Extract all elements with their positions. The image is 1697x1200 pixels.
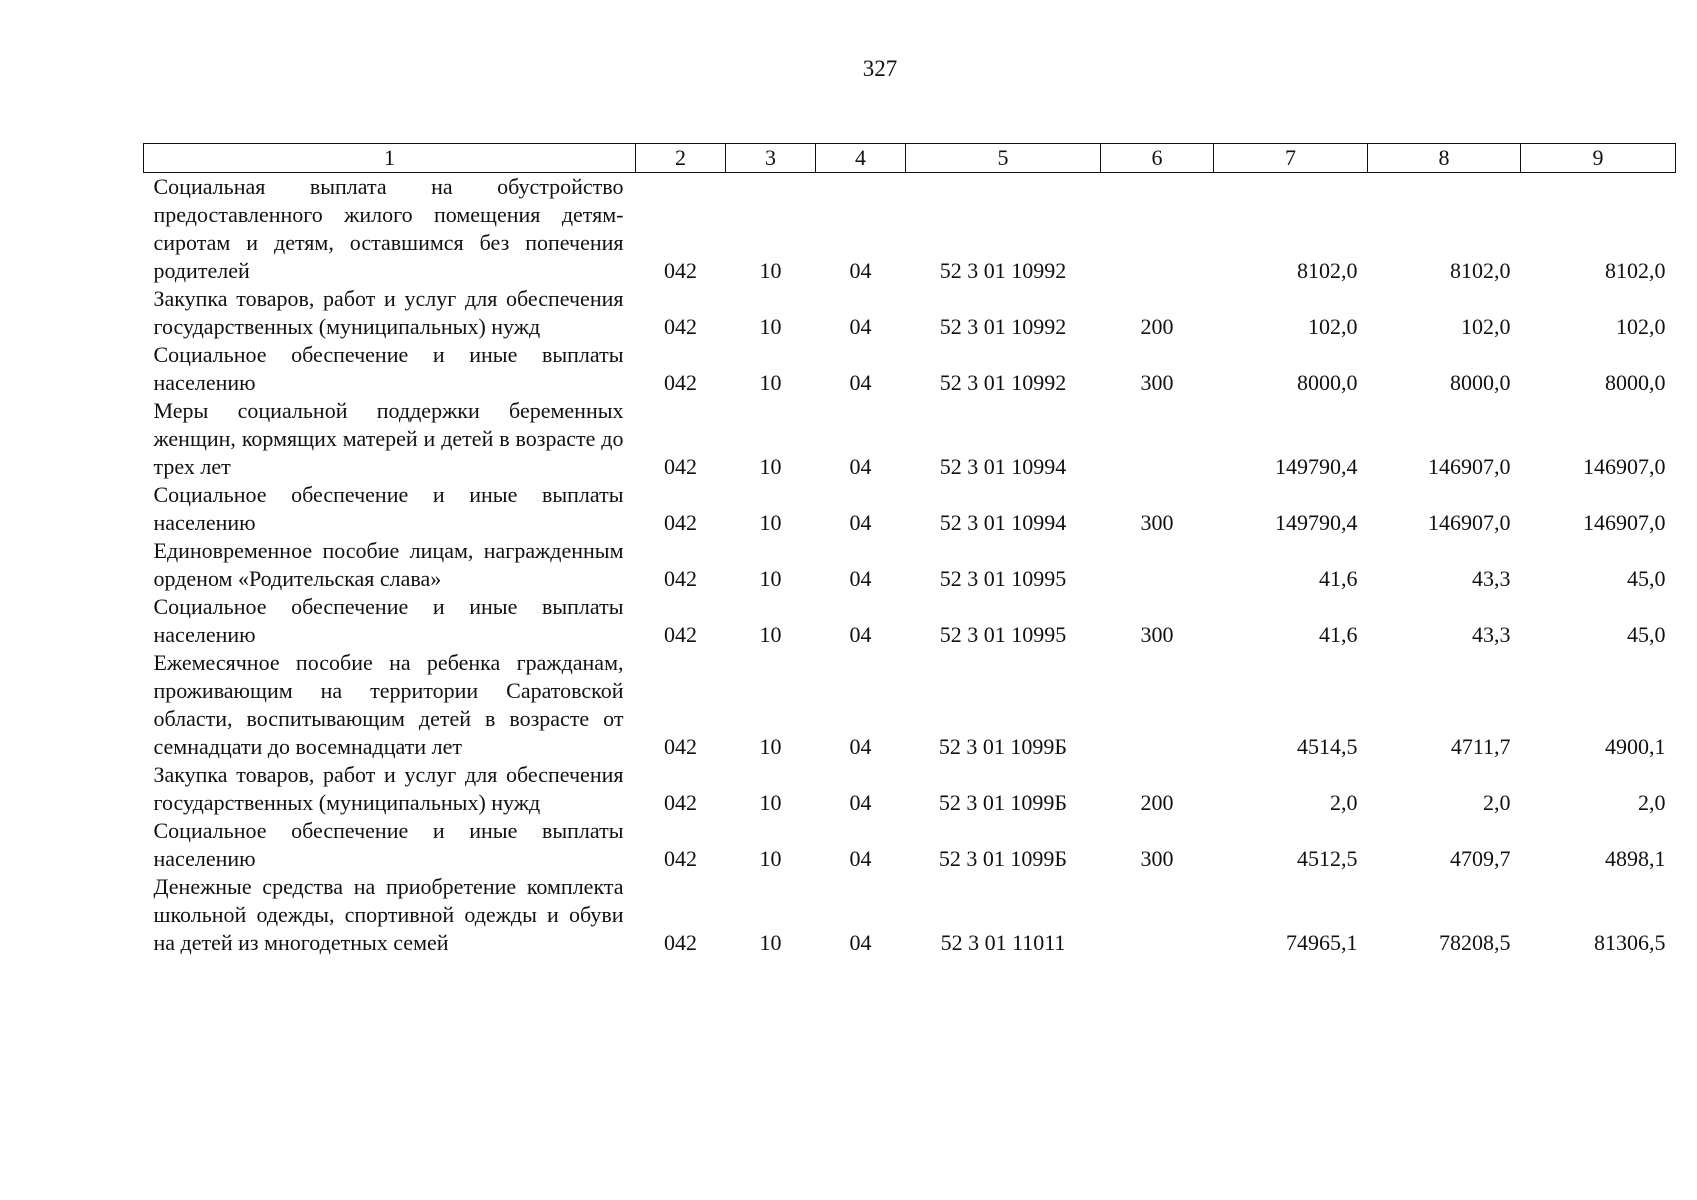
amount-col-8: 8102,0 xyxy=(1450,258,1511,283)
ministry-code: 042 xyxy=(664,314,697,339)
target-article-code: 52 3 01 10994 xyxy=(939,510,1067,535)
section-code: 10 xyxy=(759,566,782,591)
amount-col-8: 43,3 xyxy=(1472,622,1511,647)
row-name: Меры социальной поддержки беременных женщин, кормящих матерей и детей в возрасте до трех лет xyxy=(153,398,624,479)
column-header: 4 xyxy=(816,144,906,173)
amount-col-9: 45,0 xyxy=(1627,622,1666,647)
section-code: 10 xyxy=(759,314,782,339)
subsection-code: 04 xyxy=(849,734,872,759)
amount-col-9: 146907,0 xyxy=(1583,510,1666,535)
target-article-code: 52 3 01 10995 xyxy=(939,622,1067,647)
row-name: Социальное обеспечение и иные выплаты населению xyxy=(153,482,624,535)
ministry-code: 042 xyxy=(664,622,697,647)
amount-col-8: 146907,0 xyxy=(1428,454,1511,479)
column-header: 9 xyxy=(1521,144,1676,173)
amount-col-8: 4711,7 xyxy=(1450,734,1511,759)
amount-col-7: 41,6 xyxy=(1319,566,1358,591)
expense-type-code xyxy=(1101,649,1214,761)
target-article-code: 52 3 01 10994 xyxy=(939,454,1067,479)
expense-type-code xyxy=(1101,173,1214,286)
column-header: 3 xyxy=(726,144,816,173)
ministry-code: 042 xyxy=(664,566,697,591)
table-body xyxy=(144,173,1676,958)
amount-col-9: 4900,1 xyxy=(1605,734,1666,759)
amount-col-9: 81306,5 xyxy=(1594,930,1666,955)
page-number: 327 xyxy=(862,56,898,81)
expense-type-code xyxy=(1101,537,1214,593)
amount-col-9: 8102,0 xyxy=(1605,258,1666,283)
table-row xyxy=(144,481,1676,537)
amount-col-8: 78208,5 xyxy=(1439,930,1511,955)
expense-type-code: 200 xyxy=(1140,314,1174,339)
amount-col-7: 4514,5 xyxy=(1297,734,1358,759)
section-code: 10 xyxy=(759,370,782,395)
table-row xyxy=(144,537,1676,593)
table-row xyxy=(144,761,1676,817)
subsection-code: 04 xyxy=(849,846,872,871)
amount-col-7: 2,0 xyxy=(1330,790,1358,815)
target-article-code: 52 3 01 10992 xyxy=(939,314,1067,339)
amount-col-7: 4512,5 xyxy=(1297,846,1358,871)
expense-type-code xyxy=(1101,873,1214,957)
subsection-code: 04 xyxy=(849,370,872,395)
amount-col-9: 102,0 xyxy=(1616,314,1666,339)
amount-col-8: 43,3 xyxy=(1472,566,1511,591)
subsection-code: 04 xyxy=(849,314,872,339)
column-header: 2 xyxy=(636,144,726,173)
subsection-code: 04 xyxy=(849,566,872,591)
row-name: Социальное обеспечение и иные выплаты населению xyxy=(153,818,624,871)
amount-col-7: 41,6 xyxy=(1319,622,1358,647)
section-code: 10 xyxy=(759,930,782,955)
subsection-code: 04 xyxy=(849,258,872,283)
amount-col-8: 4709,7 xyxy=(1450,846,1511,871)
section-code: 10 xyxy=(759,510,782,535)
table-row xyxy=(144,341,1676,397)
amount-col-9: 146907,0 xyxy=(1583,454,1666,479)
target-article-code: 52 3 01 1099Б xyxy=(938,790,1068,815)
row-name: Социальная выплата на обустройство предоставленного жилого помещения детям-сиротам и детям, оставшимся без попечения родителей xyxy=(153,174,624,283)
column-header: 6 xyxy=(1101,144,1214,173)
expense-type-code: 300 xyxy=(1140,510,1174,535)
subsection-code: 04 xyxy=(849,930,872,955)
row-name: Единовременное пособие лицам, награжденным орденом «Родительская слава» xyxy=(153,538,624,591)
ministry-code: 042 xyxy=(664,454,697,479)
table-row xyxy=(144,285,1676,341)
header-row xyxy=(144,144,1676,173)
column-header: 7 xyxy=(1214,144,1368,173)
table-row xyxy=(144,873,1676,957)
expense-type-code: 300 xyxy=(1140,622,1174,647)
amount-col-9: 2,0 xyxy=(1638,790,1666,815)
amount-col-9: 4898,1 xyxy=(1605,846,1666,871)
row-name: Закупка товаров, работ и услуг для обеспечения государственных (муниципальных) нужд xyxy=(153,762,624,815)
expense-type-code xyxy=(1101,397,1214,481)
subsection-code: 04 xyxy=(849,454,872,479)
ministry-code: 042 xyxy=(664,846,697,871)
table-row xyxy=(144,593,1676,649)
table-row xyxy=(144,649,1676,761)
ministry-code: 042 xyxy=(664,510,697,535)
target-article-code: 52 3 01 10992 xyxy=(939,370,1067,395)
subsection-code: 04 xyxy=(849,510,872,535)
amount-col-7: 149790,4 xyxy=(1275,454,1358,479)
table-header xyxy=(144,144,1676,173)
section-code: 10 xyxy=(759,622,782,647)
target-article-code: 52 3 01 1099Б xyxy=(938,734,1068,759)
column-header: 8 xyxy=(1368,144,1521,173)
amount-col-7: 74965,1 xyxy=(1286,930,1358,955)
row-name: Закупка товаров, работ и услуг для обеспечения государственных (муниципальных) нужд xyxy=(153,286,624,339)
amount-col-7: 149790,4 xyxy=(1275,510,1358,535)
amount-col-8: 8000,0 xyxy=(1450,370,1511,395)
subsection-code: 04 xyxy=(849,622,872,647)
section-code: 10 xyxy=(759,790,782,815)
row-name: Ежемесячное пособие на ребенка гражданам, проживающим на территории Саратовской области, воспитывающим детей в возрасте от семнадцати до восемнадцати лет xyxy=(153,650,624,759)
expense-type-code: 300 xyxy=(1140,370,1174,395)
ministry-code: 042 xyxy=(664,734,697,759)
budget-table xyxy=(143,143,1676,957)
row-name: Социальное обеспечение и иные выплаты населению xyxy=(153,594,624,647)
row-name: Социальное обеспечение и иные выплаты населению xyxy=(153,342,624,395)
amount-col-9: 45,0 xyxy=(1627,566,1666,591)
table-row xyxy=(144,817,1676,873)
amount-col-8: 146907,0 xyxy=(1428,510,1511,535)
subsection-code: 04 xyxy=(849,790,872,815)
target-article-code: 52 3 01 10995 xyxy=(939,566,1067,591)
section-code: 10 xyxy=(759,734,782,759)
table-row xyxy=(144,397,1676,481)
expense-type-code: 300 xyxy=(1140,846,1174,871)
expense-type-code: 200 xyxy=(1140,790,1174,815)
amount-col-8: 102,0 xyxy=(1461,314,1511,339)
ministry-code: 042 xyxy=(664,790,697,815)
table-row xyxy=(144,173,1676,286)
ministry-code: 042 xyxy=(664,370,697,395)
column-header: 5 xyxy=(906,144,1101,173)
section-code: 10 xyxy=(759,846,782,871)
amount-col-8: 2,0 xyxy=(1483,790,1511,815)
amount-col-9: 8000,0 xyxy=(1605,370,1666,395)
section-code: 10 xyxy=(759,454,782,479)
ministry-code: 042 xyxy=(664,930,697,955)
ministry-code: 042 xyxy=(664,258,697,283)
amount-col-7: 102,0 xyxy=(1308,314,1358,339)
amount-col-7: 8000,0 xyxy=(1297,370,1358,395)
target-article-code: 52 3 01 1099Б xyxy=(938,846,1068,871)
amount-col-7: 8102,0 xyxy=(1297,258,1358,283)
row-name: Денежные средства на приобретение комплекта школьной одежды, спортивной одежды и обуви на детей из многодетных семей xyxy=(153,874,624,955)
target-article-code: 52 3 01 11011 xyxy=(940,930,1066,955)
target-article-code: 52 3 01 10992 xyxy=(939,258,1067,283)
column-header: 1 xyxy=(144,144,636,173)
section-code: 10 xyxy=(759,258,782,283)
